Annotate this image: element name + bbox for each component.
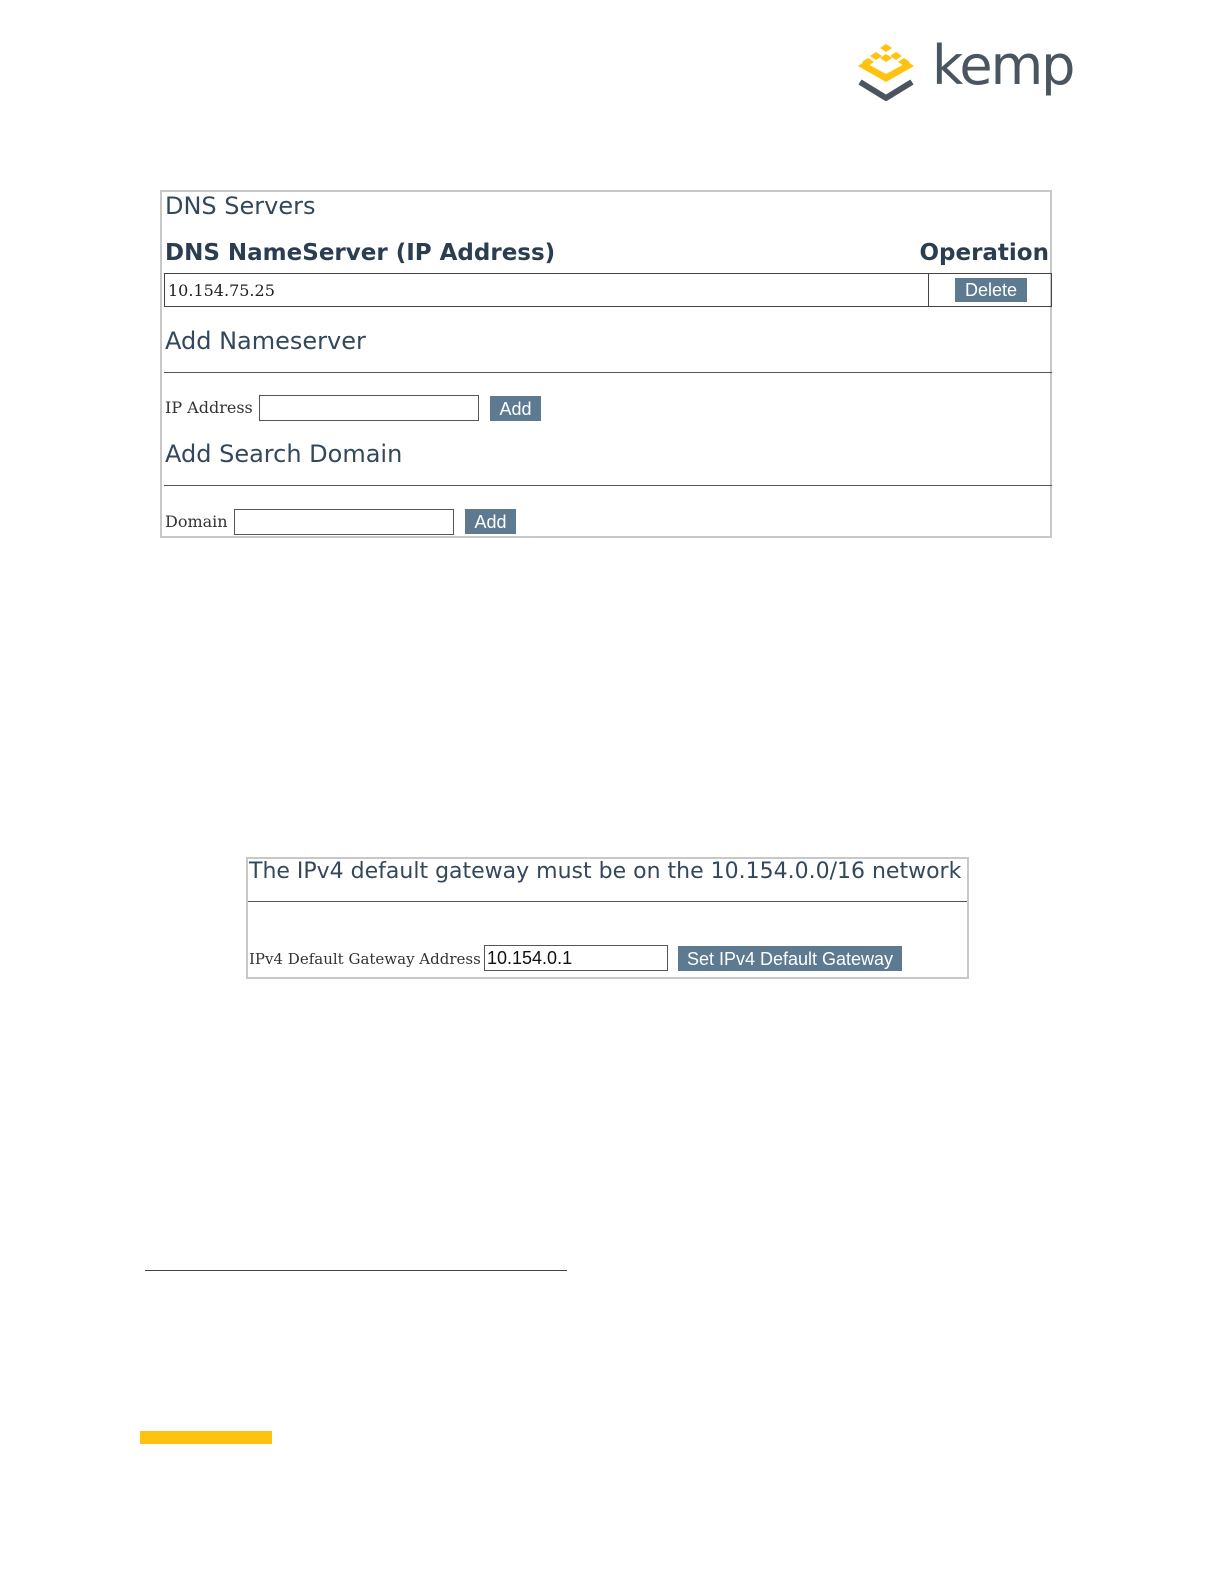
set-default-gateway-button[interactable]: Set IPv4 Default Gateway (678, 946, 902, 971)
kemp-wordmark: kemp (932, 34, 1074, 97)
kemp-logo-icon (858, 40, 918, 104)
default-gateway-panel (246, 857, 969, 979)
nameserver-ip: 10.154.75.25 (165, 274, 929, 306)
dns-servers-title: DNS Servers (165, 192, 316, 220)
add-search-domain-button[interactable]: Add (465, 509, 516, 534)
table-row (164, 273, 1052, 307)
add-nameserver-heading: Add Nameserver (165, 327, 366, 355)
gateway-network-heading: The IPv4 default gateway must be on the 10.154.0.0/16 network (249, 859, 962, 884)
divider (164, 372, 1052, 373)
divider (164, 485, 1052, 486)
footer-accent-bar (140, 1431, 272, 1444)
nameserver-column-header: DNS NameServer (IP Address) (165, 240, 556, 266)
gateway-address-input[interactable] (484, 945, 668, 971)
ip-address-label: IP Address (165, 398, 253, 417)
footnote-rule (145, 1270, 567, 1271)
divider (248, 901, 967, 902)
gateway-address-label: IPv4 Default Gateway Address (249, 950, 481, 968)
operation-column-header: Operation (919, 240, 1049, 266)
add-nameserver-button[interactable]: Add (490, 396, 541, 421)
delete-nameserver-button[interactable]: Delete (955, 278, 1027, 302)
domain-label: Domain (165, 512, 228, 531)
ip-address-input[interactable] (259, 395, 479, 421)
add-search-domain-heading: Add Search Domain (165, 440, 403, 468)
domain-input[interactable] (234, 509, 454, 535)
kemp-logo (858, 34, 1074, 104)
dns-servers-panel (160, 190, 1052, 538)
